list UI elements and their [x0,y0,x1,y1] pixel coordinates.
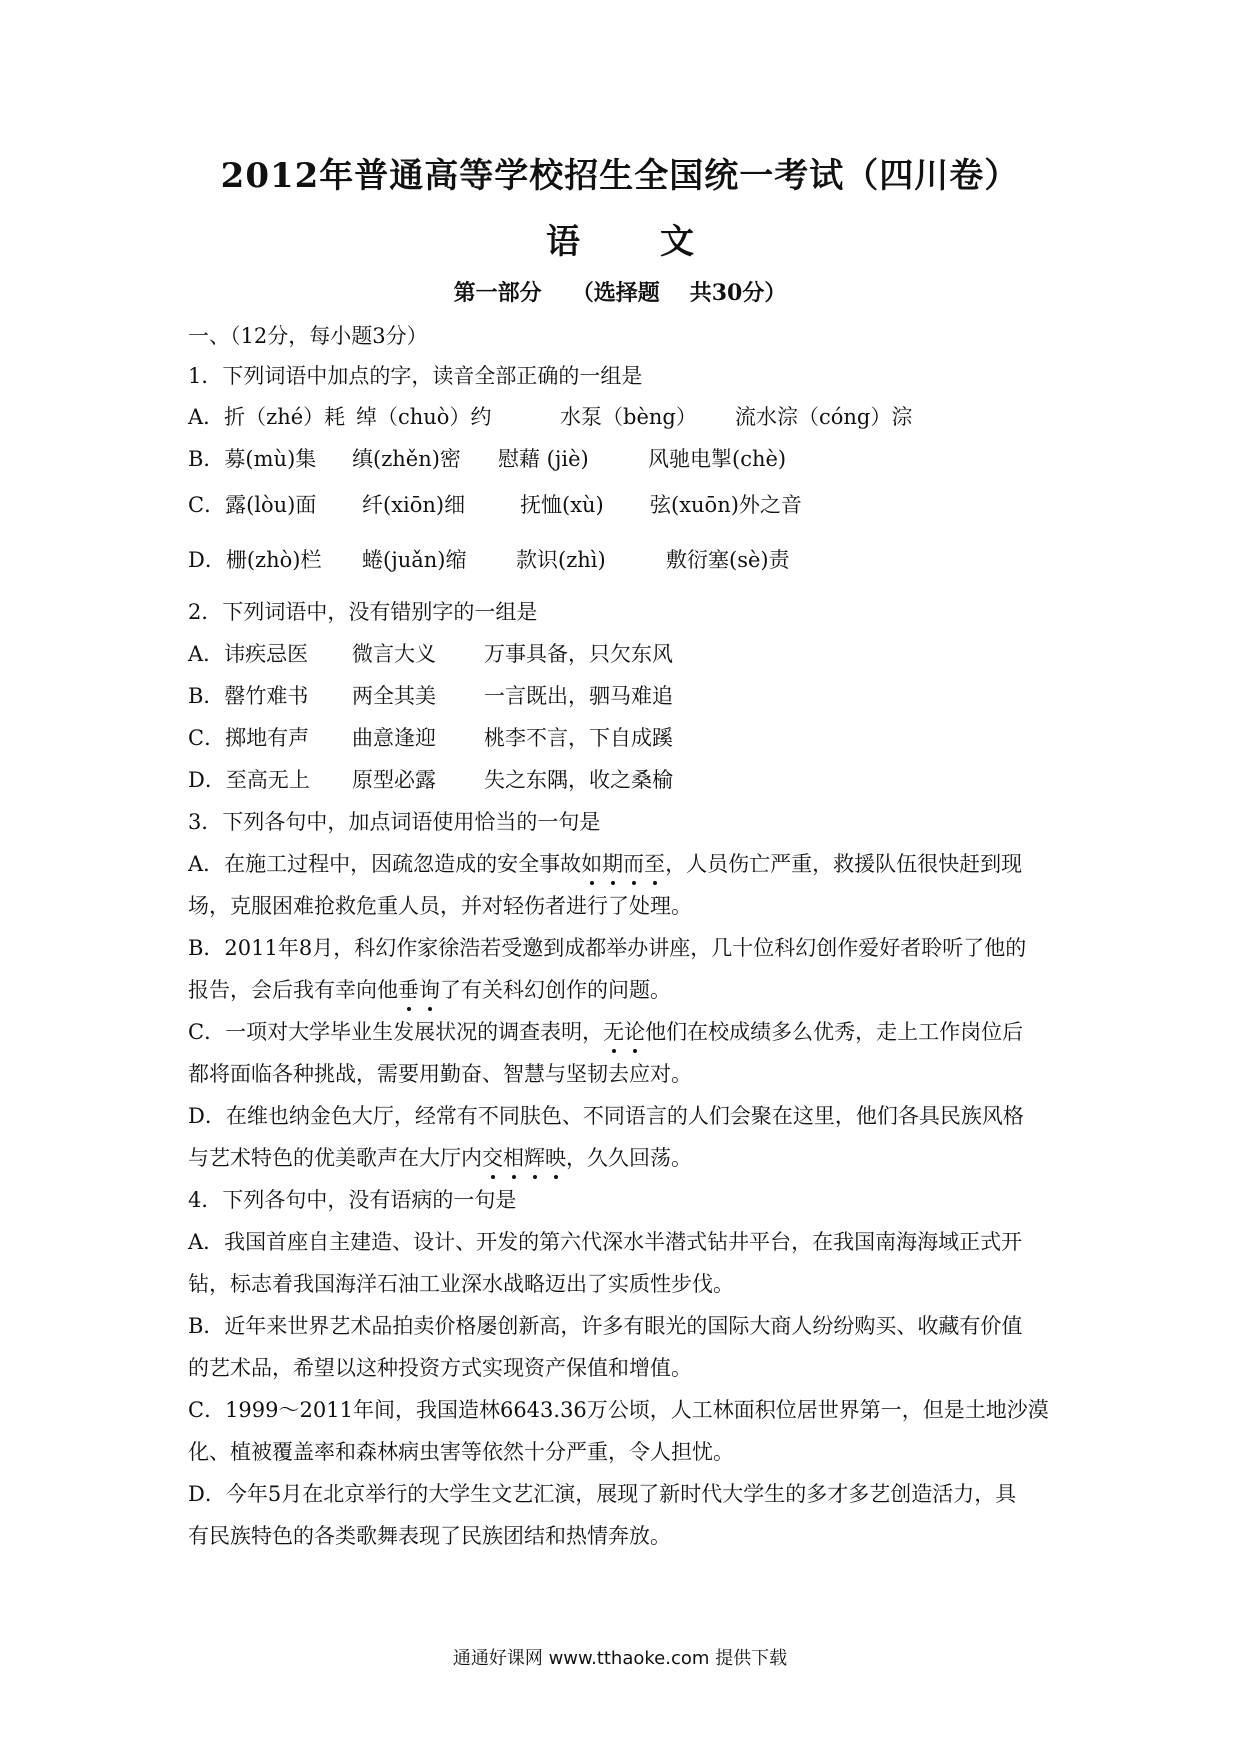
question-3-stem: 3．下列各句中，加点词语使用恰当的一句是 [188,810,601,834]
q3-b-text-2: 了有关科幻创作的问题。 [440,978,671,1002]
part-score: 共30分） [689,280,787,306]
q3-d-dotted-phrase [482,1146,566,1170]
q3-option-c-line-2: 都将面临各种挑战，需要用勤奋、智慧与坚韧去应对。 [188,1062,692,1086]
question-1-stem: 1．下列词语中加点的字，读音全部正确的一组是 [188,364,643,388]
q2-option-a-2: 微言大义 [352,642,436,666]
q3-c-text-1: C．一项对大学毕业生发展状况的调查表明， [188,1020,604,1044]
q1-option-d-4: 敷衍塞(sè)责 [666,548,790,572]
q1-option-a-1: A．折（zhé）耗 [188,405,346,429]
q2-option-c-1: C．掷地有声 [188,726,310,750]
q3-option-b-line-1: B．2011年8月，科幻作家徐浩若受邀到成都举办讲座，几十位科幻创作爱好者聆听了他的 [188,936,1027,960]
exam-title: 2012年普通高等学校招生全国统一考试（四川卷） [220,156,1020,196]
q4-option-c-line-1: C．1999～2011年间，我国造林6643.36万公顷，人工林面积位居世界第一，但是土地沙漠 [188,1398,1049,1422]
q1-option-c-4: 弦(xuōn)外之音 [650,493,802,517]
q4-option-c-line-2: 化、植被覆盖率和森林病虫害等依然十分严重，令人担忧。 [188,1440,734,1464]
q4-option-b-line-2: 的艺术品，希望以这种投资方式实现资产保值和增值。 [188,1356,692,1380]
part-label: 第一部分 [453,280,542,306]
q2-option-a-3: 万事具备，只欠东风 [484,642,673,666]
q1-option-d-1: D．栅(zhò)栏 [188,548,322,572]
q4-option-a-line-2: 钻，标志着我国海洋石油工业深水战略迈出了实质性步伐。 [188,1272,734,1296]
subject-heading [0,214,1240,263]
q1-option-b-4: 风驰电掣(chè) [648,447,787,471]
q2-option-d-3: 失之东隅，收之桑榆 [484,768,673,792]
emphasis-dot-char: 询 [419,978,440,1002]
emphasis-dot-char: 期 [602,852,624,876]
q3-a-text-1: A．在施工过程中，因疏忽造成的安全事故 [188,852,582,876]
q3-option-d-line-1: D．在维也纳金色大厅，经常有不同肤色、不同语言的人们会聚在这里，他们各具民族风格 [188,1104,1024,1128]
part-heading [0,276,1240,307]
q1-option-b-3: 慰藉 (jiè) [498,447,589,471]
emphasis-dot-char: 至 [644,852,666,876]
subject-char-1: 语 [546,222,580,262]
emphasis-dot-char: 垂 [398,978,419,1002]
q3-d-text-1: 与艺术特色的优美歌声在大厅内 [188,1146,482,1170]
q4-option-d-line-1: D．今年5月在北京举行的大学生文艺汇演，展现了新时代大学生的多才多艺创造活力，具 [188,1482,1017,1506]
section-heading: 一、（12分，每小题3分） [188,324,428,348]
question-2-stem: 2．下列词语中，没有错别字的一组是 [188,600,538,624]
emphasis-dot-char: 而 [623,852,645,876]
q4-option-a-line-1: A．我国首座自主建造、设计、开发的第六代深水半潜式钻井平台，在我国南海海域正式开 [188,1230,1023,1254]
emphasis-dot-char: 辉 [524,1146,545,1170]
q1-option-c-1: C．露(lòu)面 [188,493,317,517]
q1-option-a-4: 流水淙（cóng）淙 [735,405,913,429]
q2-option-b-2: 两全其美 [352,684,436,708]
q3-d-text-2: ，久久回荡。 [566,1146,692,1170]
q4-option-d-line-2: 有民族特色的各类歌舞表现了民族团结和热情奔放。 [188,1524,671,1548]
q3-a-text-2: ，人员伤亡严重，救援队伍很快赶到现 [665,852,1023,876]
q2-option-d-1: D．至高无上 [188,768,310,792]
q2-option-a-1: A．讳疾忌医 [188,642,309,666]
emphasis-dot-char: 无 [603,1020,625,1044]
q3-b-dotted-phrase [398,978,440,1002]
q3-c-text-2: 他们在校成绩多么优秀，走上工作岗位后 [645,1020,1024,1044]
q1-option-b-2: 缜(zhěn)密 [352,447,461,471]
subject-char-2: 文 [660,222,694,262]
emphasis-dot-char: 论 [624,1020,646,1044]
q1-option-c-2: 纤(xiōn)细 [362,493,466,517]
q3-a-dotted-phrase [581,852,665,876]
emphasis-dot-char: 映 [545,1146,566,1170]
q2-option-c-2: 曲意逢迎 [352,726,436,750]
q3-option-d-line-2 [188,1144,1068,1172]
q2-option-c-3: 桃李不言，下自成蹊 [484,726,673,750]
q2-option-b-1: B．罄竹难书 [188,684,309,708]
q3-b-text-1: 报告，会后我有幸向他 [188,978,398,1002]
q1-option-a-3: 水泵（bèng） [560,405,697,429]
q3-option-b-line-2 [188,976,1068,1004]
part-detail: （选择题 [571,280,660,306]
q4-option-b-line-1: B．近年来世界艺术品拍卖价格屡创新高，许多有眼光的国际大商人纷纷购买、收藏有价值 [188,1314,1023,1338]
emphasis-dot-char: 交 [482,1146,503,1170]
q3-option-c-line-1 [188,1018,1068,1046]
footer-download-note: 通通好课网 www.tthaoke.com 提供下载 [452,1648,788,1669]
q1-option-a-2: 绰（chuò）约 [356,405,492,429]
q2-option-b-3: 一言既出，驷马难追 [484,684,673,708]
q1-option-d-3: 款识(zhì) [516,548,606,572]
q3-option-a-line-2: 场，克服困难抢救危重人员，并对轻伤者进行了处理。 [188,894,692,918]
question-4-stem: 4．下列各句中，没有语病的一句是 [188,1188,517,1212]
q1-option-d-2: 蜷(juǎn)缩 [362,548,467,572]
emphasis-dot-char: 如 [581,852,603,876]
emphasis-dot-char: 相 [503,1146,524,1170]
q1-option-c-3: 抚恤(xù) [520,493,604,517]
q2-option-d-2: 原型必露 [352,768,436,792]
q1-option-b-1: B．募(mù)集 [188,447,317,471]
q3-c-dotted-phrase [603,1020,645,1044]
q3-option-a-line-1 [188,850,1068,878]
